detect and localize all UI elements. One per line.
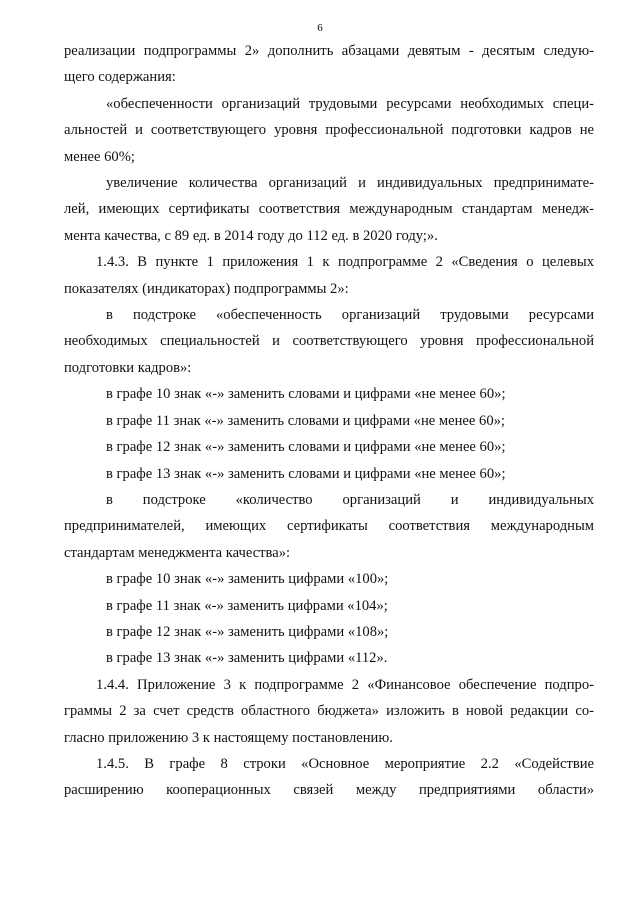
text-line: граммы 2 за счет средств областного бюджета» изложить в новой редакции со- <box>64 703 594 720</box>
text-line: лей, имеющих сертификаты соответствия международным стандартам менедж- <box>64 201 594 218</box>
text-line: гласно приложению 3 к настоящему постановлению. <box>64 729 393 746</box>
text-line: альностей и соответствующего уровня профессиональной подготовки кадров не <box>64 122 594 139</box>
text-line: в графе 13 знак «-» заменить словами и цифрами «не менее 60»; <box>106 465 506 482</box>
document-body <box>64 38 594 804</box>
text-line: увеличение количества организаций и индивидуальных предпринимате- <box>106 175 594 192</box>
text-line: в графе 11 знак «-» заменить цифрами «104»; <box>106 597 388 614</box>
text-line: в графе 11 знак «-» заменить словами и цифрами «не менее 60»; <box>106 412 505 429</box>
text-line: в графе 13 знак «-» заменить цифрами «112». <box>106 650 388 667</box>
text-line: в графе 12 знак «-» заменить цифрами «108»; <box>106 623 389 640</box>
text-line: в графе 10 знак «-» заменить цифрами «100»; <box>106 571 389 588</box>
text-line: «обеспеченности организаций трудовыми ресурсами необходимых специ- <box>106 95 594 112</box>
text-line: 1.4.4. Приложение 3 к подпрограмме 2 «Финансовое обеспечение подпро- <box>96 676 594 693</box>
text-line: в подстроке «обеспеченность организаций трудовыми ресурсами <box>106 307 594 324</box>
text-line: в подстроке «количество организаций и индивидуальных <box>106 491 594 508</box>
text-line: подготовки кадров»: <box>64 359 192 376</box>
page-number: 6 <box>317 22 323 34</box>
text-line: стандартам менеджмента качества»: <box>64 544 291 561</box>
text-line: реализации подпрограммы 2» дополнить абзацами девятым - десятым следую- <box>64 43 594 59</box>
text-line: 1.4.3. В пункте 1 приложения 1 к подпрограмме 2 «Сведения о целевых <box>96 254 594 271</box>
text-line: щего содержания: <box>64 69 176 86</box>
text-line: предпринимателей, имеющих сертификаты соответствия международным <box>64 518 594 535</box>
text-line: необходимых специальностей и соответствующего уровня профессиональной <box>64 333 594 350</box>
text-line: в графе 10 знак «-» заменить словами и цифрами «не менее 60»; <box>106 386 506 403</box>
text-line: менее 60%; <box>64 148 135 165</box>
text-line: в графе 12 знак «-» заменить словами и цифрами «не менее 60»; <box>106 439 506 456</box>
text-line: мента качества, с 89 ед. в 2014 году до 112 ед. в 2020 году;». <box>64 227 438 244</box>
text-line: 1.4.5. В графе 8 строки «Основное мероприятие 2.2 «Содействие <box>96 755 594 772</box>
text-line: показателях (индикаторах) подпрограммы 2»: <box>64 280 349 297</box>
text-line: расширению кооперационных связей между предприятиями области» <box>64 782 594 799</box>
